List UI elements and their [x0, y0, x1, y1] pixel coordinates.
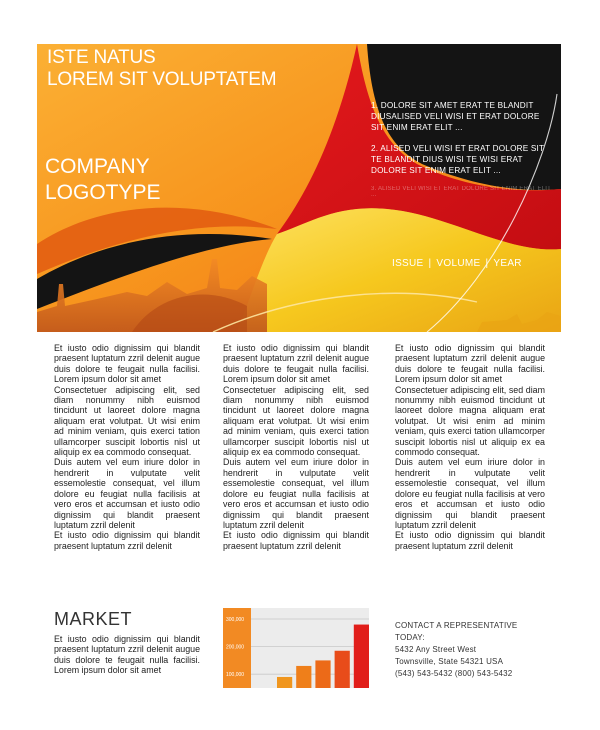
headline-item-obscured: 3. ALISED VELI WISI ET ERAT DOLORE SIT ENIM ERAT ELIT ...: [371, 186, 551, 198]
year-label: YEAR: [493, 258, 522, 269]
issue-label: ISSUE: [392, 258, 424, 269]
article-column-2: [223, 343, 369, 596]
paragraph: Et iusto odio dignissim qui blandit praesent luptatum zzril delenit augue duis dolore te feugait nulla facilisi. Lorem ipsum dolor sit amet: [54, 343, 200, 385]
headline-list: [371, 100, 551, 198]
y-tick-label: 300,000: [226, 617, 245, 624]
volume-label: VOLUME: [436, 258, 481, 269]
paragraph: Et iusto odio dignissim qui blandit praesent luptatum zzril delenit augue duis dolore te feugait nulla facilisi. Lorem ipsum dolor sit amet: [395, 343, 545, 385]
paragraph: Et iusto odio dignissim qui blandit praesent luptatum zzril delenit: [54, 530, 200, 551]
paragraph: Duis autem vel eum iriure dolor in hendrerit in vulputate velit essemolestie consequat, vel illum dolore eu feugiat nulla facilisis at vero eros et accumsan et iusto odio dignissim qui blandit praesent luptatum zzril delenit: [223, 457, 369, 530]
contact-title-2: TODAY:: [395, 633, 425, 642]
bar: [354, 625, 369, 688]
y-tick-label: 200,000: [226, 644, 245, 651]
company-logotype: [45, 154, 161, 206]
headline-item: 1. DOLORE SIT AMET ERAT TE BLANDIT DIUSALISED VELI WISI ET ERAT DOLORE SIT ENIM ERAT ELIT ...: [371, 101, 540, 132]
article-column-3: [395, 343, 545, 596]
contact-phones: (543) 543-5432 (800) 543-5432: [395, 669, 513, 678]
paragraph: Duis autem vel eum iriure dolor in hendrerit in vulputate velit essemolestie consequat, vel illum dolore eu feugiat nulla facilisis at vero eros et accumsan et iusto odio dignissim qui blandit praesent luptatum zzril delenit: [395, 457, 545, 530]
issue-line: [392, 258, 522, 269]
header-banner: [37, 44, 561, 332]
paragraph: Duis autem vel eum iriure dolor in hendrerit in vulputate velit essemolestie consequat, vel illum dolore eu feugiat nulla facilisis at vero eros et accumsan et iusto odio dignissim qui blandit praesent luptatum zzril delenit: [54, 457, 200, 530]
issue-separator: |: [485, 258, 489, 269]
bar: [277, 677, 292, 688]
issue-separator: |: [428, 258, 432, 269]
contact-address-line: 5432 Any Street West: [395, 645, 477, 654]
newsletter-page: [37, 44, 561, 730]
market-text: [54, 634, 200, 680]
paragraph: Et iusto odio dignissim qui blandit praesent luptatum zzril delenit: [395, 530, 545, 551]
contact-address-line: Townsville, State 54321 USA: [395, 657, 504, 666]
article-column-1: [54, 343, 200, 596]
bar: [335, 651, 350, 688]
paragraph: Consectetuer adipiscing elit, sed diam nonummy nibh euismod tincidunt ut laoreet dolore magna aliquam erat volutpat. Ut wisi enim ad minim veniam, quis exerci tation ullamcorper suscipit lobortis nisl ut aliquip ex ea commodo consequat.: [54, 384, 200, 458]
contact-block: [395, 620, 555, 680]
logo-line-2: LOGOTYPE: [45, 181, 161, 204]
market-heading: MARKET: [54, 609, 133, 629]
paragraph: Et iusto odio dignissim qui blandit praesent luptatum zzril delenit: [223, 530, 369, 551]
newsletter-title: [47, 47, 276, 91]
bar: [315, 660, 330, 688]
bar: [296, 666, 311, 688]
contact-title: CONTACT A REPRESENTATIVE: [395, 621, 518, 630]
bar-chart-svg: [223, 608, 369, 688]
paragraph: Et iusto odio dignissim qui blandit praesent luptatum zzril delenit augue duis dolore te feugait nulla facilisi. Lorem ipsum dolor sit amet: [54, 634, 200, 676]
paragraph: Et iusto odio dignissim qui blandit praesent luptatum zzril delenit augue duis dolore te feugait nulla facilisi. Lorem ipsum dolor sit amet: [223, 343, 369, 385]
paragraph: Consectetuer adipiscing elit, sed diam nonummy nibh euismod tincidunt ut laoreet dolore magna aliquam erat volutpat. Ut wisi enim ad minim veniam, quis exerci tation ullamcorper suscipit lobortis nisl ut aliquip ex ea commodo consequat.: [223, 384, 369, 458]
logo-line-1: COMPANY: [45, 155, 150, 178]
y-tick-label: 100,000: [226, 672, 245, 679]
market-bar-chart: [223, 608, 369, 688]
headline-item: 2. ALISED VELI WISI ET ERAT DOLORE SIT TE BLANDIT DIUS WISI TE WISI ERAT DOLORE SIT ENIM ERAT ELIT ...: [371, 144, 545, 175]
title-line-2: LOREM SIT VOLUPTATEM: [47, 69, 277, 90]
paragraph: Consectetuer adipiscing elit, sed diam nonummy nibh euismod tincidunt ut laoreet dolore magna aliquam erat volutpat. Ut wisi enim ad minim veniam, quis exerci tation ullamcorper suscipit lobortis nisl ut aliquip ex ea commodo consequat.: [395, 384, 545, 458]
title-line-1: ISTE NATUS: [47, 47, 156, 68]
